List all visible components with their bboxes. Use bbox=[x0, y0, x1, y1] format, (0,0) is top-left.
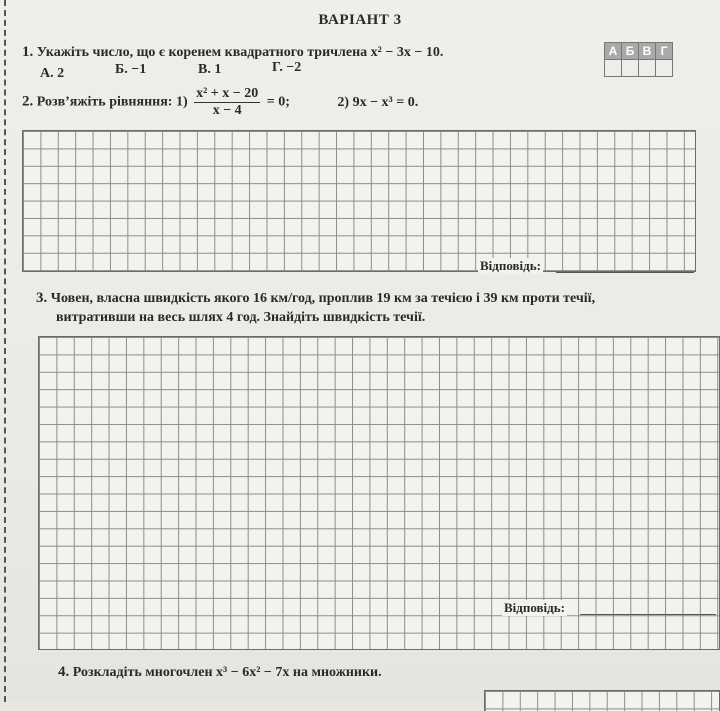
option-c: В. 1 bbox=[198, 62, 222, 77]
question-2-text: Розв’яжіть рівняння: 1) bbox=[36, 94, 188, 110]
question-1-text: Укажіть число, що є коренем квадратного тричлена x² − 3x − 10. bbox=[36, 45, 444, 60]
question-4 bbox=[58, 664, 382, 681]
answer-grid-4-edge[interactable] bbox=[484, 690, 720, 711]
answer-header-d: Г bbox=[656, 43, 673, 60]
answer-line-3[interactable] bbox=[580, 614, 716, 615]
equation-tail: = 0; bbox=[266, 94, 290, 110]
answer-label-3: Відповідь: bbox=[504, 600, 565, 615]
fraction-numerator: x² + x − 20 bbox=[196, 86, 259, 101]
answer-label-2: Відповідь: bbox=[480, 258, 541, 273]
fraction-denominator: x − 4 bbox=[212, 103, 242, 118]
answer-header-c: В bbox=[639, 43, 656, 60]
fraction bbox=[194, 86, 260, 119]
answer-header-b: Б bbox=[622, 43, 639, 60]
option-b: Б. −1 bbox=[115, 62, 147, 77]
option-a: А. 2 bbox=[40, 66, 65, 81]
question-3-cont bbox=[56, 310, 425, 326]
question-3-number: 3. bbox=[36, 290, 48, 306]
variant-title: ВАРІАНТ 3 bbox=[318, 12, 402, 28]
question-1-number: 1. bbox=[22, 44, 34, 60]
answer-grid-3[interactable] bbox=[38, 336, 720, 650]
answer-grid-2[interactable] bbox=[22, 130, 696, 272]
question-2 bbox=[22, 86, 418, 119]
question-1 bbox=[22, 44, 443, 61]
question-2-number: 2. bbox=[22, 93, 34, 110]
question-3-line-2: витративши на весь шлях 4 год. Знайдіть швидкість течії. bbox=[56, 310, 426, 325]
question-4-text: Розкладіть многочлен x³ − 6x² − 7x на множники. bbox=[72, 665, 382, 680]
question-3-line-1: Човен, власна швидкість якого 16 км/год, проплив 19 км за течією і 39 км проти течії, bbox=[50, 291, 596, 306]
answer-table bbox=[604, 42, 673, 77]
cut-line bbox=[4, 0, 6, 702]
question-3 bbox=[36, 290, 595, 307]
equation-part-2: 2) 9x − x³ = 0. bbox=[337, 94, 419, 110]
answer-cell-d[interactable] bbox=[656, 60, 673, 77]
answer-header-a: А bbox=[605, 43, 622, 60]
answer-line-2[interactable] bbox=[556, 272, 694, 273]
answer-cell-b[interactable] bbox=[622, 60, 639, 77]
question-4-number: 4. bbox=[58, 664, 70, 680]
option-d: Г. −2 bbox=[272, 60, 302, 75]
answer-cell-c[interactable] bbox=[639, 60, 656, 77]
answer-cell-a[interactable] bbox=[605, 60, 622, 77]
